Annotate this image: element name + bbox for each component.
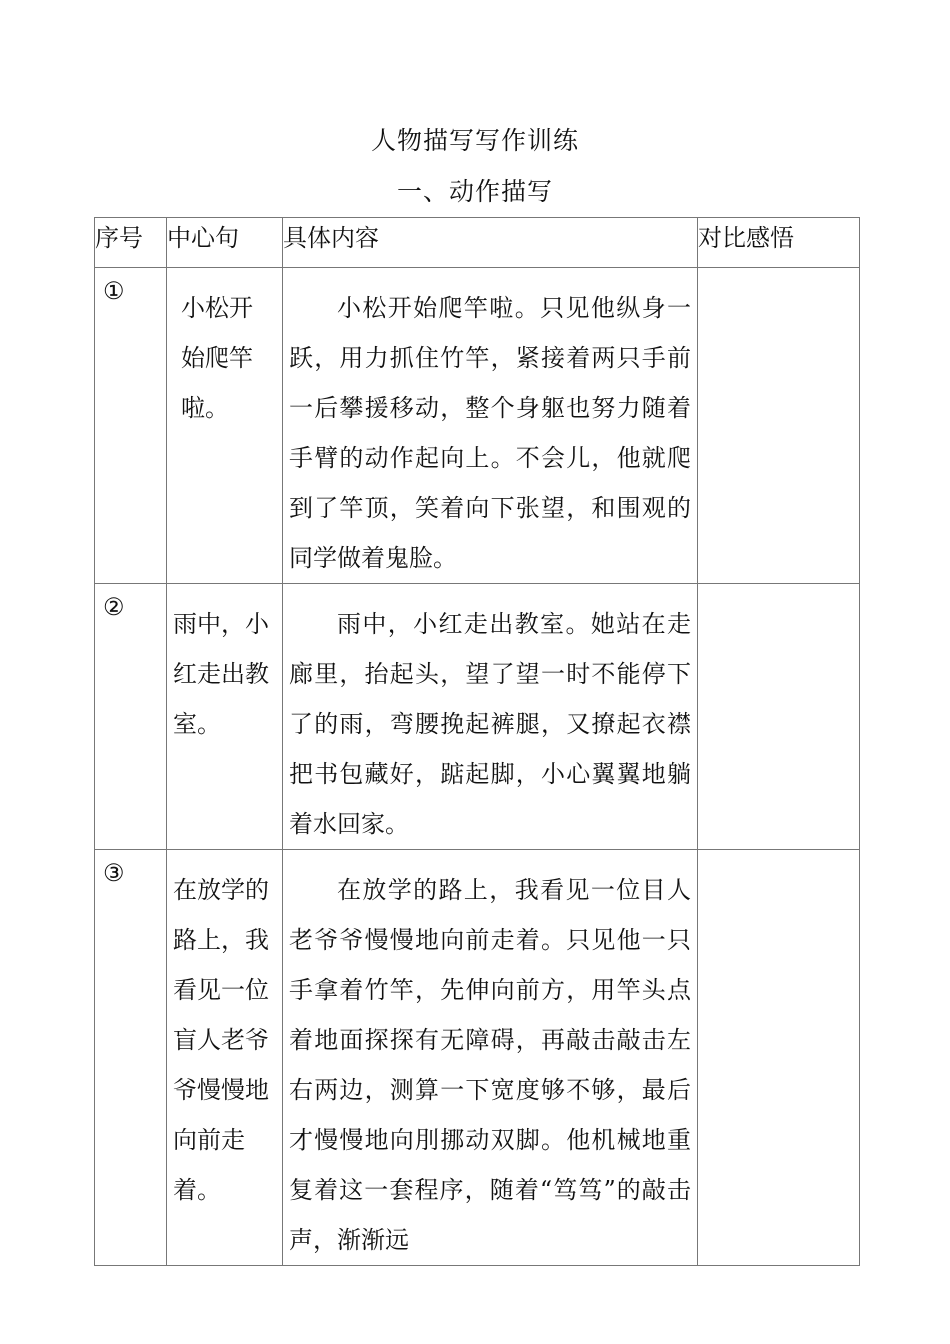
row-content [283,268,698,584]
header-content: 具体内容 [283,218,698,268]
header-center-sentence: 中心句 [167,218,283,268]
row-reflection [698,850,860,1266]
row-center-sentence: 在放学的路上，我看见一位盲人老爷爷慢慢地向前走着。 [167,850,283,1266]
row-content-text: 在放学的路上，我看见一位目人老爷爷慢慢地向前走着。只见他一只手拿着竹竿，先伸向前方，用竿头点着地面探探有无障碍，再敲击敲击左右两边，测算一下宽度够不够，最后才慢慢地向刖挪动双脚。他机械地重复着这一套程序，随着“笃笃”的敲击声，渐渐远 [289,876,691,1254]
row-reflection [698,268,860,584]
row-reflection [698,584,860,850]
action-description-table [94,217,860,1266]
row-content-text: 小松开始爬竿啦。只见他纵身一跃，用力抓住竹竿，紧接着两只手前一后攀援移动，整个身躯也努力随着手臂的动作起向上。不会儿，他就爬到了竿顶，笑着向下张望，和围观的同学做着鬼脸。 [289,294,691,572]
table-row [95,850,860,1266]
table-row [95,584,860,850]
row-number: ① [95,268,167,584]
row-center-sentence: 雨中，小红走出教室。 [167,584,283,850]
row-number: ③ [95,850,167,1266]
row-content [283,584,698,850]
table-row [95,268,860,584]
header-reflection: 对比感悟 [698,218,860,268]
row-content [283,850,698,1266]
row-center-sentence: 小松开始爬竿啦。 [167,268,283,584]
header-number: 序号 [95,218,167,268]
section-title: 一、动作描写 [396,177,553,206]
row-content-text: 雨中，小红走出教室。她站在走廊里，抬起头，望了望一时不能停下了的雨，弯腰挽起裤腿，又撩起衣襟把书包藏好，踮起脚，小心翼翼地躺着水回家。 [289,610,691,838]
row-number: ② [95,584,167,850]
table-header-row [95,218,860,268]
document-title: 人物描写写作训练 [370,126,579,155]
